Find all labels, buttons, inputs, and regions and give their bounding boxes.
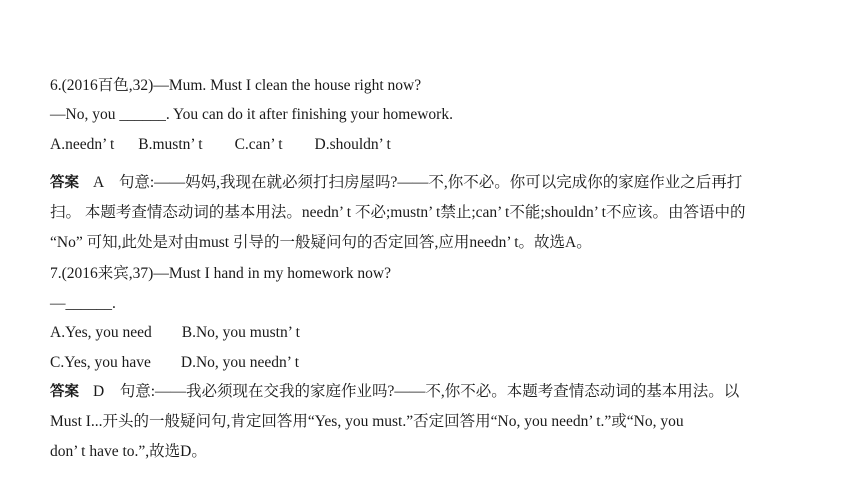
q6-stem: 6.(2016百色,32)—Mum. Must I clean the house right now? bbox=[50, 77, 422, 94]
q6-reply: —No, you ______. You can do it after finishing your homework. bbox=[50, 106, 453, 123]
q7-answer-label: 答案 bbox=[50, 384, 79, 400]
q7-stem: 7.(2016来宾,37)—Must I hand in my homework now? bbox=[50, 265, 391, 282]
q6-answer-label: 答案 bbox=[50, 175, 79, 191]
q7-option-a: A.Yes, you need bbox=[50, 324, 152, 341]
q6-answer-line-2: 扫。 本题考查情态动词的基本用法。needn’ t 不必;mustn’ t禁止;can’ t不能;shouldn’ t不应该。由答语中的 bbox=[50, 204, 746, 221]
q6-answer-line-3: “No” 可知,此处是对由must 引导的一般疑问句的否定回答,应用needn’ t。故选A。 bbox=[50, 234, 592, 251]
q6-options bbox=[50, 135, 391, 155]
q6-option-c: C.can’ t bbox=[234, 136, 283, 153]
q7-reply: —______. bbox=[50, 295, 116, 312]
q7-option-d: D.No, you needn’ t bbox=[180, 354, 299, 371]
q6-answer-line-1 bbox=[50, 173, 742, 193]
q7-options-row-1 bbox=[50, 323, 300, 343]
q7-option-c: C.Yes, you have bbox=[50, 354, 151, 371]
q7-options-row-2 bbox=[50, 353, 299, 373]
q6-option-d: D.shouldn’ t bbox=[314, 136, 391, 153]
q7-answer-line-2: Must I...开头的一般疑问句,肯定回答用“Yes, you must.”否定回答用“No, you needn’ t.”或“No, you bbox=[50, 413, 684, 430]
q7-answer-text-1: D 句意:——我必须现在交我的家庭作业吗?——不,你不必。本题考查情态动词的基本用法。以 bbox=[93, 383, 740, 400]
q6-option-a: A.needn’ t bbox=[50, 136, 115, 153]
q7-option-b: B.No, you mustn’ t bbox=[181, 324, 300, 341]
q6-option-b: B.mustn’ t bbox=[138, 136, 203, 153]
q6-answer-text-1: A 句意:——妈妈,我现在就必须打扫房屋吗?——不,你不必。你可以完成你的家庭作业之后再打 bbox=[93, 174, 743, 191]
q7-answer-line-1 bbox=[50, 382, 739, 402]
q7-answer-line-3: don’ t have to.”,故选D。 bbox=[50, 443, 207, 460]
